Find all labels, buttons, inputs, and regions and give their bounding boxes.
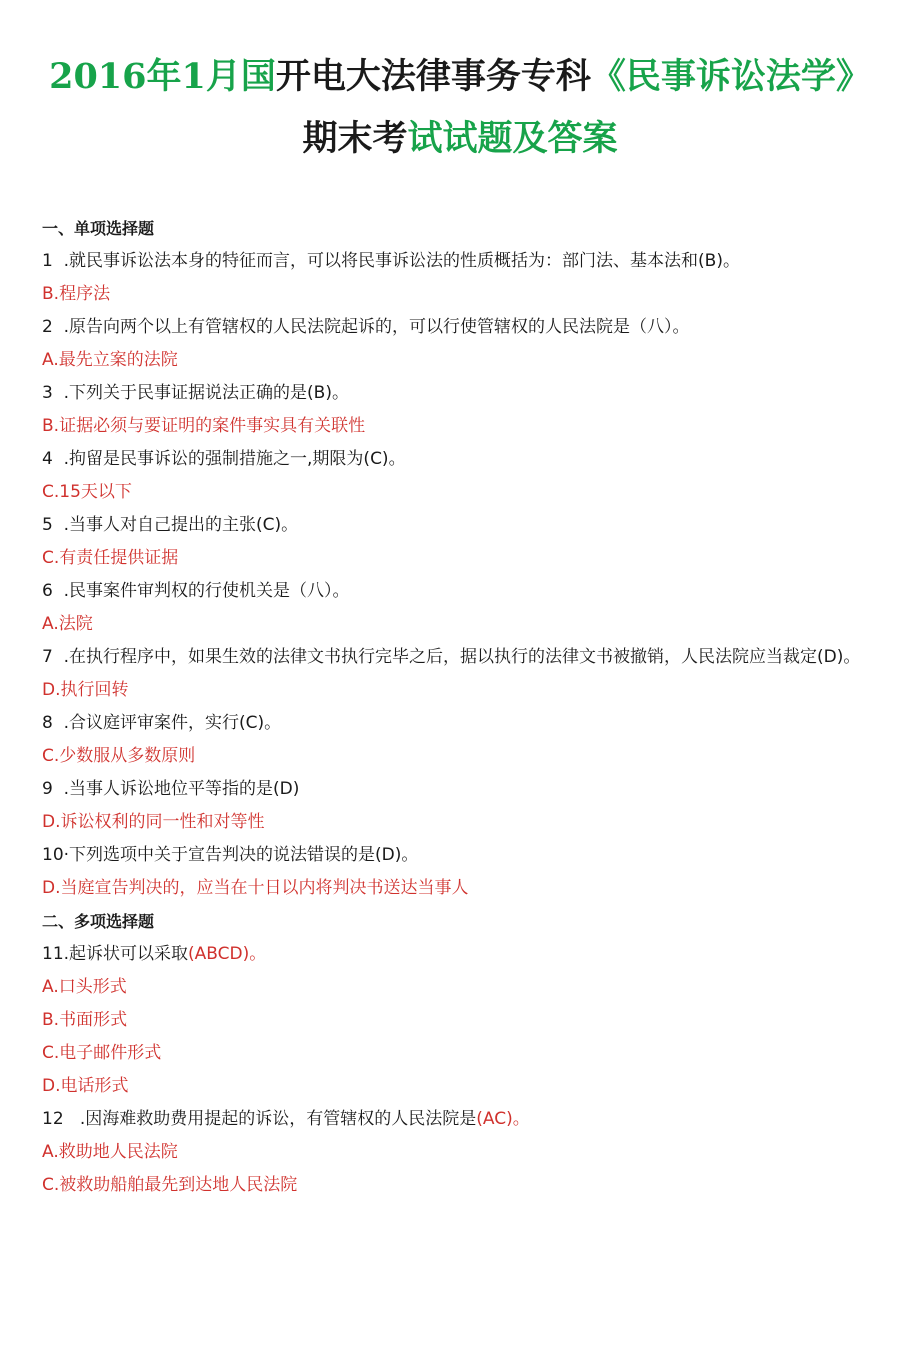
document-title-line2 bbox=[0, 108, 920, 170]
question-12-answer: (AC)。 bbox=[476, 1109, 530, 1129]
section-heading-multi: 二、多项选择题 bbox=[42, 912, 155, 931]
question-1: 1 .就民事诉讼法本身的特征而言，可以将民事诉讼法的性质概括为：部门法、基本法和(B)。 bbox=[42, 251, 740, 271]
answer-11-option-c: C.电子邮件形式 bbox=[42, 1043, 162, 1063]
title-questions-part: 试试题 bbox=[407, 119, 513, 159]
answer-5: C.有责任提供证据 bbox=[42, 548, 179, 568]
question-3: 3 .下列关于民事证据说法正确的是(B)。 bbox=[42, 383, 349, 403]
title-year-part: 2016年1月国 bbox=[49, 56, 276, 97]
answer-11-option-b: B.书面形式 bbox=[42, 1010, 128, 1030]
question-11-answer: (ABCD)。 bbox=[188, 944, 267, 964]
question-2: 2 .原告向两个以上有管辖权的人民法院起诉的，可以行使管辖权的人民法院是（八）。 bbox=[42, 317, 690, 337]
answer-3: B.证据必须与要证明的案件事实具有关联性 bbox=[42, 416, 366, 436]
question-4: 4 .拘留是民事诉讼的强制措施之一,期限为(C)。 bbox=[42, 449, 406, 469]
answer-4: C.15天以下 bbox=[42, 482, 132, 502]
answer-11-option-a: A.口头形式 bbox=[42, 977, 127, 997]
document-title-line1 bbox=[0, 46, 920, 108]
question-11 bbox=[42, 938, 882, 971]
section-heading-single: 一、单项选择题 bbox=[42, 219, 155, 238]
question-7: 7 .在执行程序中，如果生效的法律文书执行完毕之后，据以执行的法律文书被撤销，人民法院应当裁定(D)。 bbox=[42, 647, 861, 667]
question-12 bbox=[42, 1103, 882, 1136]
answer-6: A.法院 bbox=[42, 614, 93, 634]
title-course-part: 开电大法律事务专科 bbox=[275, 57, 591, 97]
question-6: 6 .民事案件审判权的行使机关是（八）。 bbox=[42, 581, 350, 601]
question-12-text: 12 .因海难救助费用提起的诉讼，有管辖权的人民法院是 bbox=[42, 1109, 477, 1129]
answer-11-option-d: D.电话形式 bbox=[42, 1076, 129, 1096]
title-exam-part: 期末考 bbox=[302, 119, 408, 159]
answer-8: C.少数服从多数原则 bbox=[42, 746, 196, 766]
answer-12-option-c: C.被救助船舶最先到达地人民法院 bbox=[42, 1175, 298, 1195]
answer-10: D.当庭宣告判决的，应当在十日以内将判决书送达当事人 bbox=[42, 878, 469, 898]
question-9: 9 .当事人诉讼地位平等指的是(D) bbox=[42, 779, 300, 799]
title-answers-part: 及答案 bbox=[512, 119, 618, 159]
question-5: 5 .当事人对自己提出的主张(C)。 bbox=[42, 515, 299, 535]
answer-2: A.最先立案的法院 bbox=[42, 350, 178, 370]
answer-9: D.诉讼权利的同一性和对等性 bbox=[42, 812, 265, 832]
question-8: 8 .合议庭评审案件，实行(C)。 bbox=[42, 713, 282, 733]
question-10: 10·下列选项中关于宣告判决的说法错误的是(D)。 bbox=[42, 845, 419, 865]
answer-12-option-a: A.救助地人民法院 bbox=[42, 1142, 178, 1162]
title-subject-part: 《民事诉讼法学》 bbox=[590, 57, 871, 97]
answer-1: B.程序法 bbox=[42, 284, 111, 304]
exam-content bbox=[42, 212, 882, 1202]
question-11-text: 11.起诉状可以采取 bbox=[42, 944, 189, 964]
answer-7: D.执行回转 bbox=[42, 680, 129, 700]
